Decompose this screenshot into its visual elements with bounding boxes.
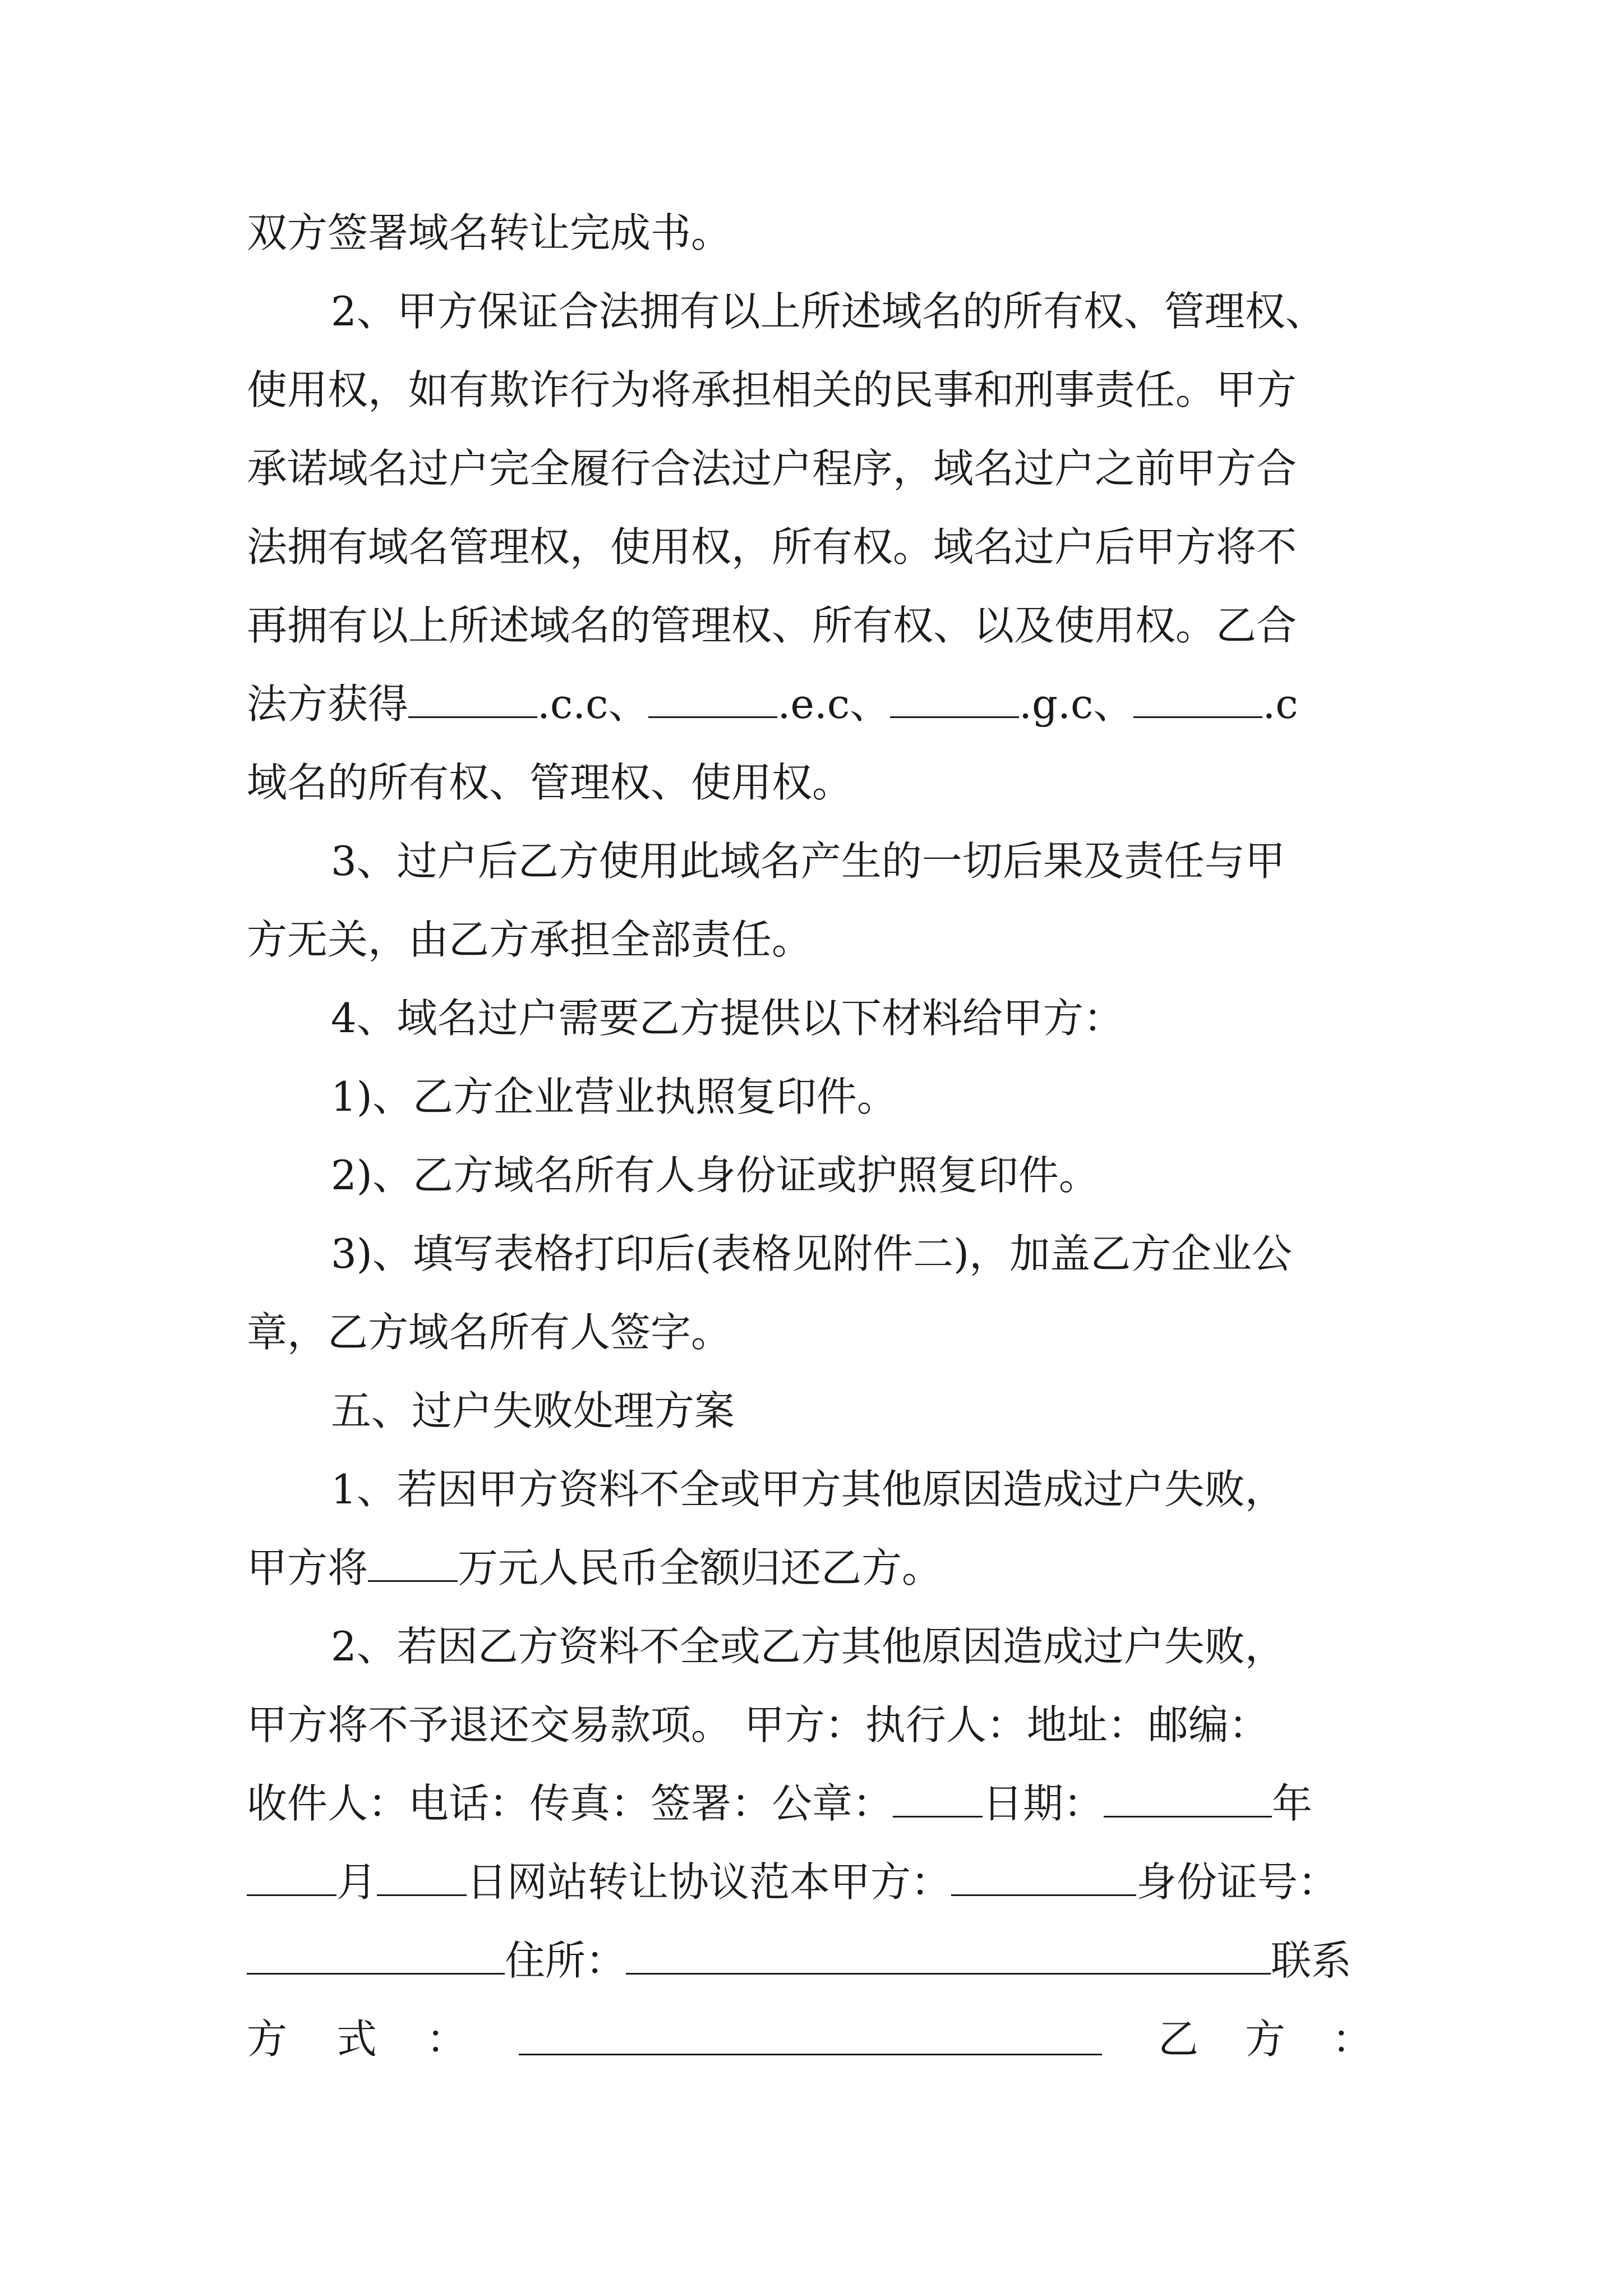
paragraph-line: 域名的所有权、管理权、使用权。 [247, 759, 853, 806]
domain-blank [648, 682, 777, 718]
day-title: 日网站转让协议范本甲方： [467, 1858, 952, 1906]
sign-prefix: 收件人：电话：传真：签署：公章： [247, 1780, 893, 1827]
contact-char: 式 [336, 2016, 377, 2063]
sign-line [247, 1764, 1391, 1843]
paragraph-line: 方无关，由乙方承担全部责任。 [247, 916, 813, 963]
id-label: 身份证号： [1136, 1858, 1339, 1906]
paragraph-line: 承诺域名过户完全履行合法过户程序，域名过户之前甲方合 [247, 445, 1297, 492]
paragraph-line: 3、过户后乙方使用此域名产生的一切后果及责任与甲 [331, 838, 1285, 885]
amount-blank [368, 1545, 458, 1582]
contact-line [247, 2000, 1391, 2078]
seal-blank [893, 1781, 983, 1818]
paragraph-line: 甲方将不予退还交易款项。 甲方：执行人：地址：邮编： [247, 1701, 1269, 1749]
paragraph-line: 1、若因甲方资料不全或甲方其他原因造成过户失败， [331, 1466, 1285, 1513]
date-label: 日期： [983, 1780, 1104, 1827]
month-line [247, 1843, 1391, 1921]
address-line [247, 1921, 1391, 2000]
year-blank [1104, 1781, 1272, 1818]
party-a-blank [951, 1860, 1136, 1896]
party-b-char: ： [1332, 2016, 1373, 2063]
domains-prefix: 法方获得 [247, 680, 409, 728]
paragraph-line: 双方签署域名转让完成书。 [247, 209, 732, 256]
id-blank [247, 1938, 505, 1975]
party-b-char: 方 [1245, 2016, 1286, 2063]
refund-suffix: 万元人民币全额归还乙方。 [458, 1544, 943, 1591]
domain-suffix: .c [1262, 680, 1298, 728]
year-label: 年 [1272, 1780, 1313, 1827]
domain-suffix: .e.c、 [777, 680, 891, 728]
month-label: 月 [336, 1858, 377, 1906]
paragraph-line: 使用权，如有欺诈行为将承担相关的民事和刑事责任。甲方 [247, 366, 1297, 413]
domain-blank [408, 682, 537, 718]
refund-prefix: 甲方将 [247, 1544, 368, 1591]
domain-blank [1133, 682, 1262, 718]
month-blank [247, 1860, 336, 1896]
paragraph-line: 4、域名过户需要乙方提供以下材料给甲方： [331, 995, 1124, 1042]
domain-suffix: .c.c、 [537, 680, 649, 728]
list-item: 2)、乙方域名所有人身份证或护照复印件。 [331, 1152, 1099, 1199]
list-item: 1)、乙方企业营业执照复印件。 [331, 1073, 897, 1120]
contact-label: 联系 [1271, 1937, 1352, 1984]
section-heading: 五、过户失败处理方案 [331, 1387, 735, 1434]
paragraph-line: 再拥有以上所述域名的管理权、所有权、以及使用权。乙合 [247, 602, 1297, 649]
contact-blank [519, 2019, 1102, 2055]
party-b-char: 乙 [1158, 2016, 1199, 2063]
contact-char: 方 [247, 2016, 288, 2063]
paragraph-line: 章，乙方域名所有人签字。 [247, 1309, 732, 1356]
paragraph-line: 2、甲方保证合法拥有以上所述域名的所有权、管理权、 [331, 288, 1326, 335]
contact-char: ： [426, 2016, 467, 2063]
domain-suffix: .g.c、 [1019, 680, 1134, 728]
paragraph-line: 法拥有域名管理权，使用权，所有权。域名过户后甲方将不 [247, 523, 1297, 570]
paragraph-line: 2、若因乙方资料不全或乙方其他原因造成过户失败， [331, 1623, 1285, 1670]
day-blank [377, 1860, 467, 1896]
domain-blank [890, 682, 1019, 718]
address-blank [626, 1938, 1271, 1975]
refund-line [247, 1529, 1391, 1607]
address-label: 住所： [505, 1937, 626, 1984]
domains-line [247, 665, 1391, 743]
list-item: 3)、填写表格打印后(表格见附件二)，加盖乙方企业公 [331, 1230, 1293, 1277]
